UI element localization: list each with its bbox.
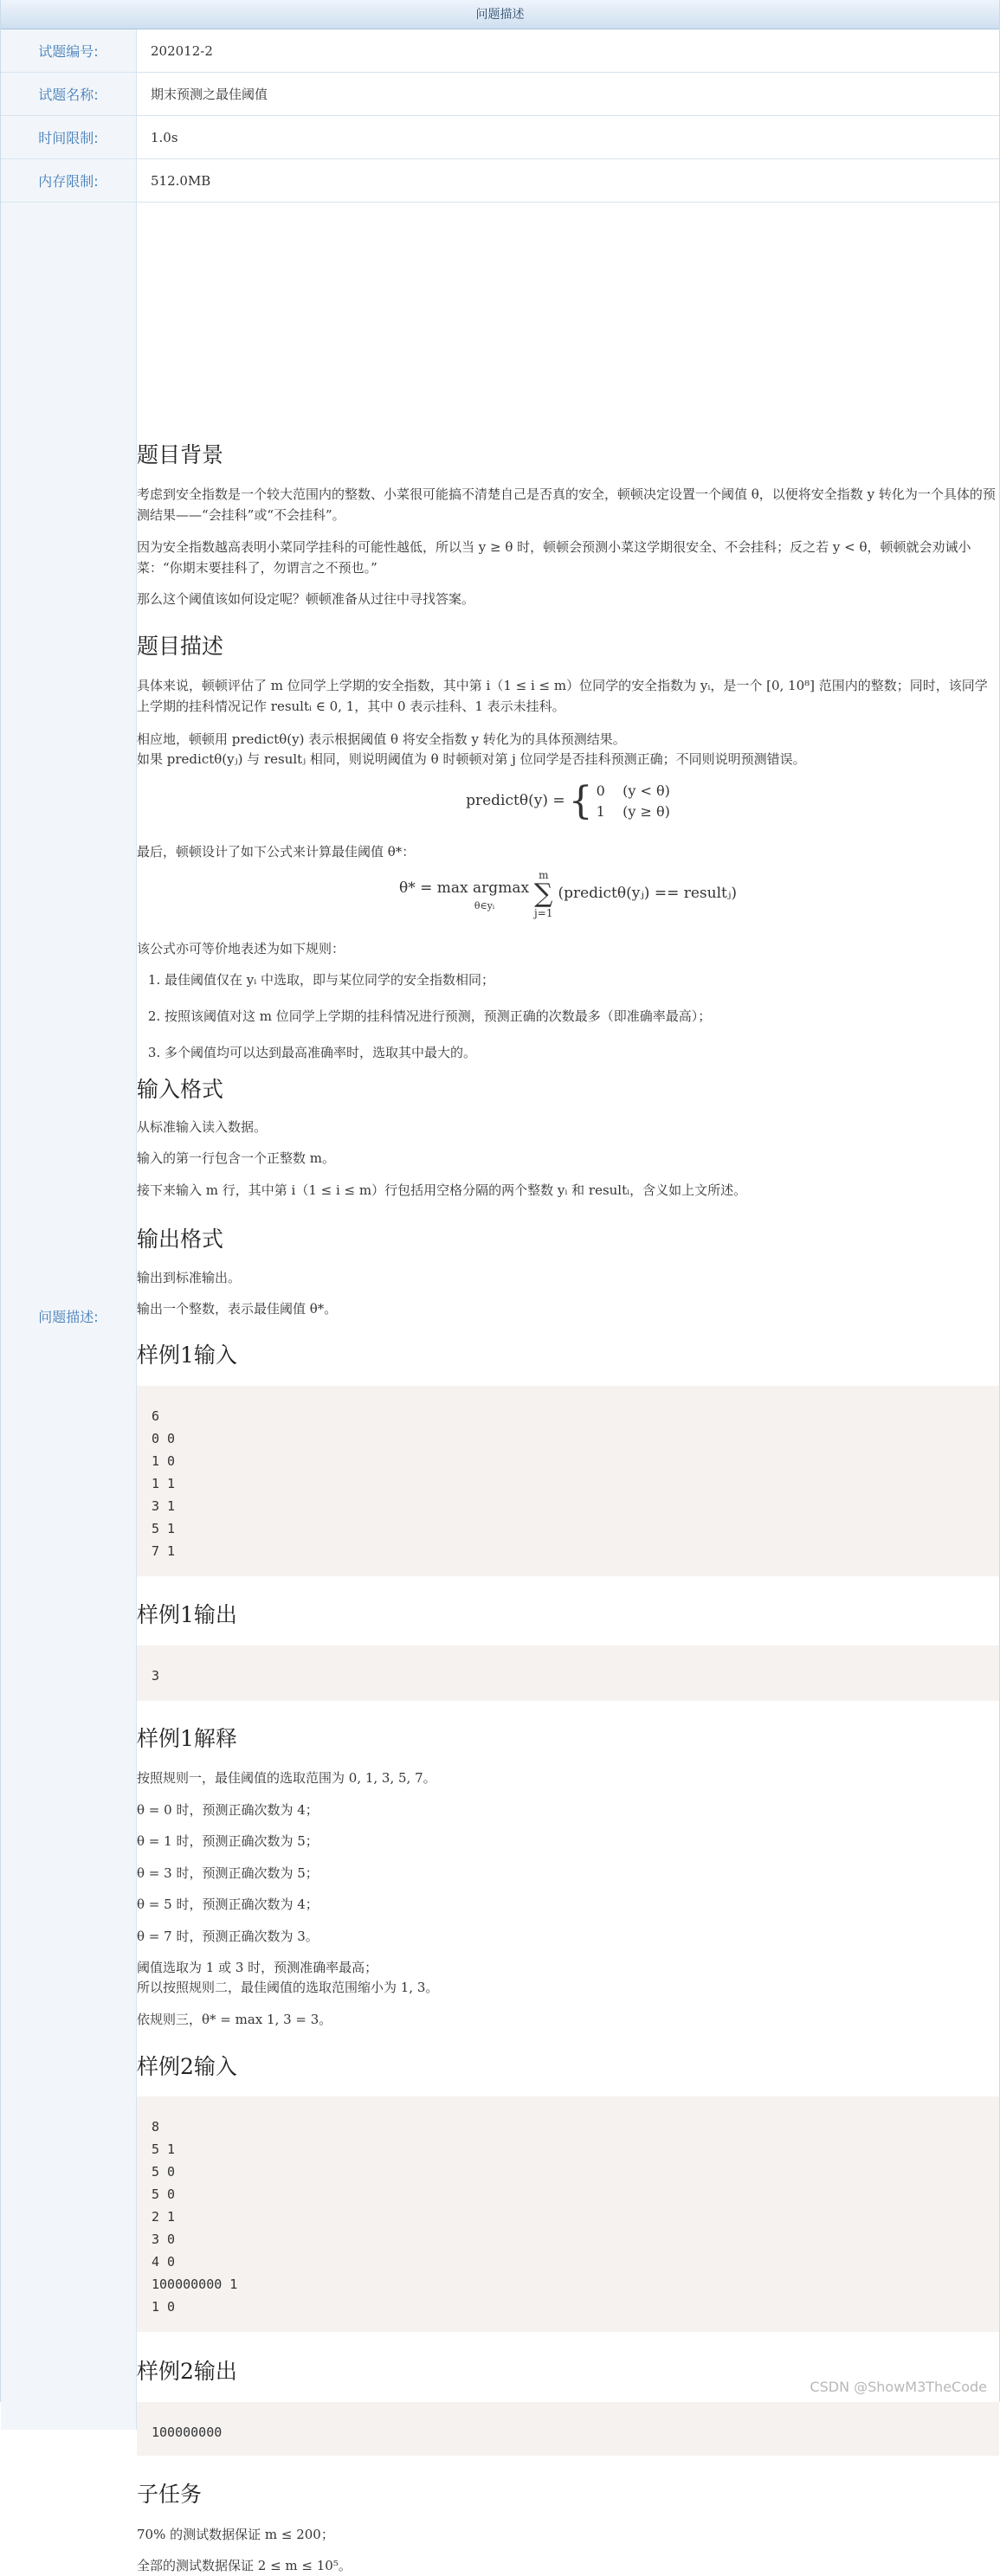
predict-formula <box>137 781 999 833</box>
input-format-line: 从标准输入读入数据。 <box>137 1119 268 1135</box>
sum-lower: j=1 <box>534 907 553 919</box>
background-paragraph: 因为安全指数越高表明小菜同学挂科的可能性越低，所以当 y ≥ θ 时，顿顿会预测小菜这学期很安全、不会挂科；反之若 y < θ，顿顿就会劝诫小菜：“你期末要挂科了，勿谓言之不预也。” <box>137 539 971 576</box>
formula-lhs: predictθ(y) = <box>466 792 565 810</box>
meta-label: 时间限制: <box>1 116 137 158</box>
meta-value: 期末预测之最佳阈值 <box>151 87 268 102</box>
sample1-explain-heading: 样例1解释 <box>137 1726 237 1751</box>
background-heading: 题目背景 <box>137 442 224 467</box>
description-paragraph: 如果 predictθ(yⱼ) 与 resultⱼ 相同，则说明阈值为 θ 时顿顿对第 j 位同学是否挂科预测正确；不同则说明预测错误。 <box>137 751 806 767</box>
sample2-input-code: 8 5 1 5 0 5 0 2 1 3 0 4 0 100000000 1 1 0 <box>137 2096 999 2332</box>
sample1-output-code: 3 <box>137 1645 999 1701</box>
background-paragraph: 那么这个阈值该如何设定呢？顿顿准备从过往中寻找答案。 <box>137 591 475 607</box>
formula-lhs: θ* = max argmax <box>399 879 530 898</box>
rule-item: 3. 多个阈值均可以达到最高准确率时，选取其中最大的。 <box>165 1042 999 1063</box>
input-format-line: 输入的第一行包含一个正整数 m。 <box>137 1150 335 1166</box>
description-paragraph: 相应地，顿顿用 predictθ(y) 表示根据阈值 θ 将安全指数 y 转化为的具体预测结果。 <box>137 731 626 747</box>
formula-case: 0 (y < θ) <box>596 782 670 799</box>
brace-icon: { <box>568 779 593 823</box>
description-heading: 题目描述 <box>137 634 224 659</box>
explain-line: 所以按照规则二，最佳阈值的选取范围缩小为 1, 3。 <box>137 1980 439 1995</box>
explain-line: 按照规则一，最佳阈值的选取范围为 0, 1, 3, 5, 7。 <box>137 1770 436 1786</box>
output-format-heading: 输出格式 <box>137 1227 224 1252</box>
explain-line: θ = 0 时，预测正确次数为 4； <box>137 1802 319 1818</box>
description-paragraph: 具体来说，顿顿评估了 m 位同学上学期的安全指数，其中第 i（1 ≤ i ≤ m）位同学的安全指数为 yᵢ，是一个 [0, 10⁸] 范围内的整数；同时，该同学上学期的挂科情况记作 resultᵢ ∈ 0, 1，其中 0 表示挂科、1 表示未挂科。 <box>137 678 988 714</box>
sample2-output-code: 100000000 <box>137 2402 999 2456</box>
meta-row-id <box>1 29 999 73</box>
explain-line: θ = 1 时，预测正确次数为 5； <box>137 1833 319 1849</box>
description-label: 问题描述: <box>1 203 137 2430</box>
description-paragraph: 该公式亦可等价地表述为如下规则： <box>137 941 345 956</box>
rule-item: 2. 按照该阈值对这 m 位同学上学期的挂科情况进行预测，预测正确的次数最多（即准确率最高）； <box>165 1006 999 1027</box>
optimal-formula <box>137 869 999 930</box>
description-row <box>1 203 999 2573</box>
explain-line: θ = 5 时，预测正确次数为 4； <box>137 1897 319 1912</box>
meta-row-name <box>1 73 999 116</box>
formula-body: (predictθ(yⱼ) == resultⱼ) <box>558 885 737 903</box>
meta-value: 1.0s <box>151 129 178 145</box>
sample2-output-heading: 样例2输出 <box>137 2359 237 2384</box>
meta-label: 内存限制: <box>1 159 137 202</box>
description-paragraph: 最后，顿顿设计了如下公式来计算最佳阈值 θ*： <box>137 844 416 860</box>
description-content <box>137 203 999 2573</box>
meta-value: 202012-2 <box>151 42 213 59</box>
formula-case: 1 (y ≥ θ) <box>596 803 670 820</box>
sample1-output-heading: 样例1输出 <box>137 1602 237 1627</box>
subtask-line: 70% 的测试数据保证 m ≤ 200； <box>137 2527 334 2542</box>
output-format-line: 输出到标准输出。 <box>137 1270 242 1285</box>
meta-label: 试题名称: <box>1 73 137 115</box>
meta-value: 512.0MB <box>151 172 211 189</box>
meta-label: 试题编号: <box>1 29 137 72</box>
rule-item: 1. 最佳阈值仅在 yᵢ 中选取，即与某位同学的安全指数相同； <box>165 969 999 990</box>
panel-title: 问题描述 <box>1 0 999 29</box>
formula-subscript: θ∈yᵢ <box>474 899 495 911</box>
watermark: CSDN @ShowM3TheCode <box>810 2379 987 2395</box>
explain-line: θ = 3 时，预测正确次数为 5； <box>137 1865 319 1881</box>
sample2-input-heading: 样例2输入 <box>137 2054 237 2079</box>
explain-line: 依规则三，θ* = max 1, 3 = 3。 <box>137 2012 332 2027</box>
sample1-input-code: 6 0 0 1 0 1 1 3 1 5 1 7 1 <box>137 1386 999 1576</box>
subtasks-heading: 子任务 <box>137 2482 203 2507</box>
subtask-line: 全部的测试数据保证 2 ≤ m ≤ 10⁵。 <box>137 2558 352 2573</box>
rules-list <box>137 969 999 1079</box>
sum-icon: ∑ <box>534 879 553 909</box>
input-format-line: 接下来输入 m 行，其中第 i（1 ≤ i ≤ m）行包括用空格分隔的两个整数 yᵢ 和 resultᵢ，含义如上文所述。 <box>137 1182 747 1198</box>
explain-line: 阈值选取为 1 或 3 时，预测准确率最高； <box>137 1960 378 1975</box>
output-format-line: 输出一个整数，表示最佳阈值 θ*。 <box>137 1301 338 1317</box>
background-paragraph: 考虑到安全指数是一个较大范围内的整数、小菜很可能搞不清楚自己是否真的安全，顿顿决定设置一个阈值 θ，以便将安全指数 y 转化为一个具体的预测结果——“会挂科”或“不会挂科”。 <box>137 486 996 523</box>
sample1-input-heading: 样例1输入 <box>137 1343 237 1368</box>
sum-upper: m <box>539 869 549 881</box>
input-format-heading: 输入格式 <box>137 1077 224 1102</box>
meta-row-memory <box>1 159 999 203</box>
explain-line: θ = 7 时，预测正确次数为 3。 <box>137 1929 319 1944</box>
meta-row-time <box>1 116 999 159</box>
